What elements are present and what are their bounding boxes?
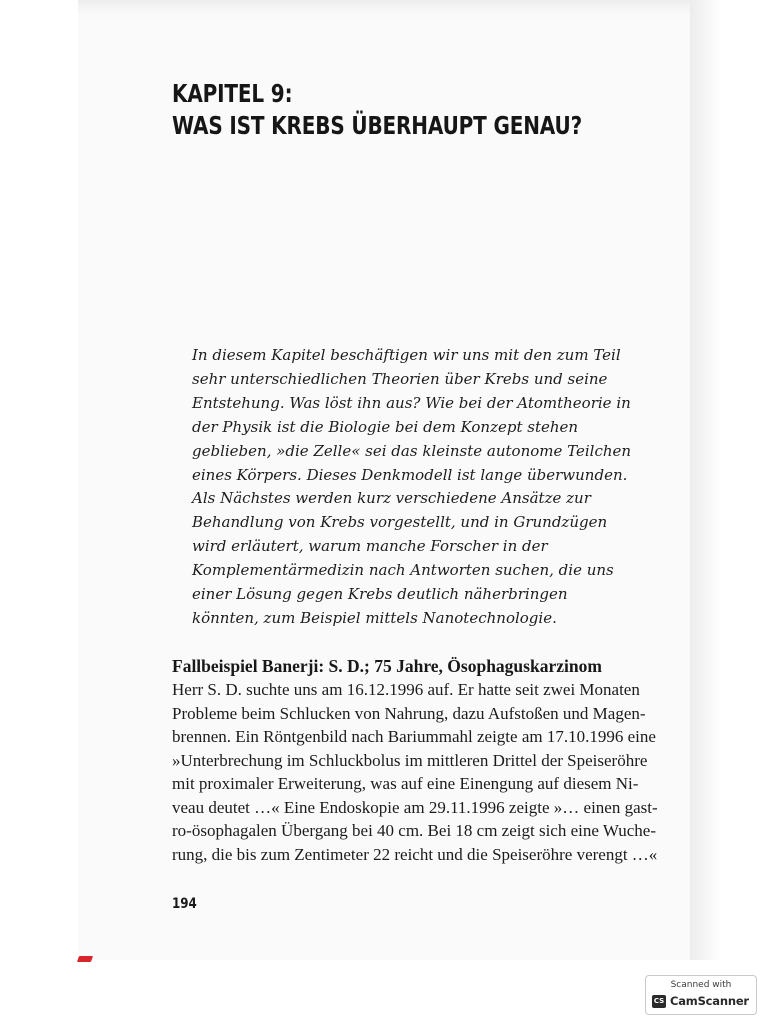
chapter-heading: WAS IST KREBS ÜBERHAUPT GENAU? xyxy=(172,111,583,140)
case-text-line: mit proximaler Erweiterung, was auf eine Einengung auf diesem Ni- xyxy=(172,774,639,793)
chapter-intro xyxy=(192,344,632,631)
case-text-line: rung, die bis zum Zentimeter 22 reicht und die Speiseröhre verengt …« xyxy=(172,844,658,864)
page-number: 194 xyxy=(172,896,197,912)
case-text-line: veau deutet …« Eine Endoskopie am 29.11.1996 zeigte »… einen gast- xyxy=(172,797,658,817)
red-bookmark-mark xyxy=(77,956,93,962)
intro-paragraph: Als Nächstes werden kurz verschiedene Ansätze zur Behandlung von Krebs vorgestellt, und in Grundzügen wird erläutert, warum manche Forscher in der Komplementärmedizin nach Antworten suchen, die uns einer Lösung gegen Krebs deutlich näherbringen könnten, zum Beispiel mittels Nanotechnologie. xyxy=(192,489,614,627)
camscanner-watermark xyxy=(645,975,757,1015)
case-study-text xyxy=(172,678,658,866)
page-right-edge xyxy=(690,0,768,960)
scanned-with-label: Scanned with xyxy=(670,980,732,990)
case-text-line: »Unterbrechung im Schluckbolus im mittleren Drittel der Speiseröhre xyxy=(172,750,648,770)
case-study-heading: Fallbeispiel Banerji: S. D.; 75 Jahre, Ösophaguskarzinom xyxy=(172,656,602,676)
chapter-number: KAPITEL 9: xyxy=(172,79,293,108)
case-text-line: ro-ösophagalen Übergang bei 40 cm. Bei 18 cm zeigt sich eine Wuche- xyxy=(172,821,656,840)
case-text-line: Probleme beim Schlucken von Nahrung, dazu Aufstoßen und Magen- xyxy=(172,703,646,723)
intro-paragraph: In diesem Kapitel beschäftigen wir uns mit den zum Teil sehr unterschiedlichen Theorien über Krebs und seine Entstehung. Was löst ihn aus? Wie bei der Atomtheorie in der Physik ist die Biologie bei dem Konzept stehen geblieben, »die Zelle« sei das kleinste autonome Teilchen eines Körpers. Dieses Denkmodell ist lange überwunden. xyxy=(192,346,632,484)
case-text-line: Herr S. D. suchte uns am 16.12.1996 auf. Er hatte seit zwei Monaten xyxy=(172,680,640,699)
case-text-line: brennen. Ein Röntgenbild nach Bariummahl zeigte am 17.10.1996 eine xyxy=(172,727,656,746)
camscanner-brand: CamScanner xyxy=(670,994,749,1008)
chapter-title xyxy=(172,78,583,142)
page-top-edge xyxy=(78,0,690,14)
camscanner-logo-icon: CS xyxy=(652,995,666,1008)
